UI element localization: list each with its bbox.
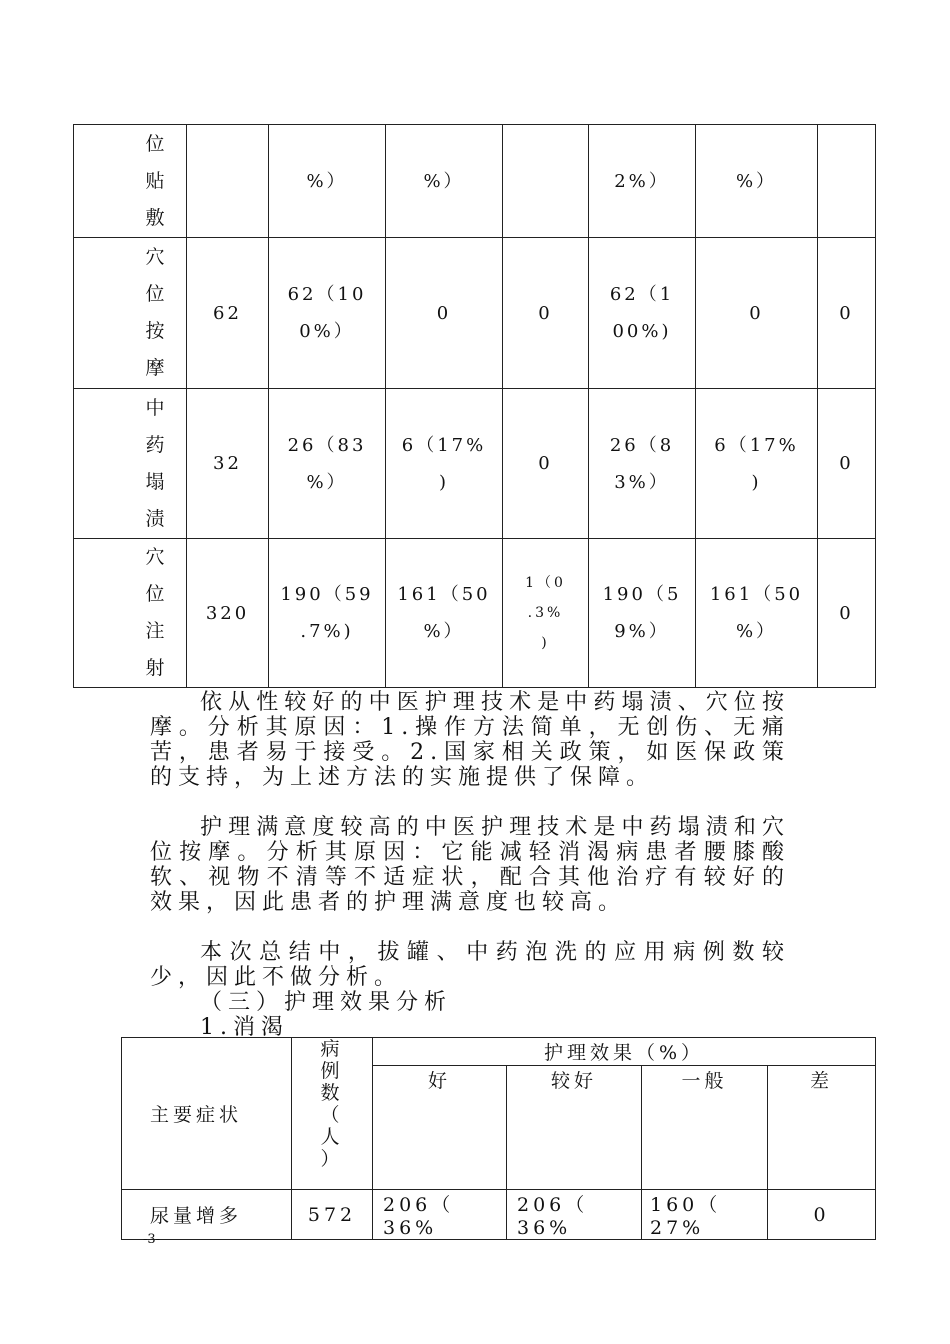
cell-good: 206（ 36% <box>373 1190 507 1240</box>
cell-technique-line: 按 <box>145 320 165 342</box>
cell-technique-line: 射 <box>145 657 165 679</box>
cell-c1-line: 62（10 <box>287 284 367 305</box>
cell-technique-line: 药 <box>145 433 165 456</box>
cell-technique-line: 注 <box>145 620 165 642</box>
cell-c4-line: 62（1 <box>609 284 675 305</box>
cell-normal: 160（ 27% <box>642 1190 768 1240</box>
cell-c5 <box>696 125 818 238</box>
cell-c5-line: ) <box>751 471 762 493</box>
cell-technique-line: 摩 <box>145 357 165 379</box>
cell-c6-line: 0 <box>839 302 854 324</box>
table-row <box>74 389 876 539</box>
cell-c4-line: 2%） <box>614 170 670 192</box>
table-row <box>74 238 876 389</box>
cell-technique-line: 穴 <box>145 246 165 268</box>
cell-c2 <box>386 539 503 688</box>
section-heading: （三）护理效果分析 <box>200 990 453 1015</box>
paragraph-compliance: 依从性较好的中医护理技术是中药塌渍、穴位按摩。分析其原因：1.操作方法简单，无创伤、无痛苦，患者易于接受。2.国家相关政策，如医保政策的支持，为上述方法的实施提供了保障。 <box>150 690 790 790</box>
paragraph-satisfaction: 护理满意度较高的中医护理技术是中药塌渍和穴位按摩。分析其原因：它能减轻消渴病患者腰膝酸软、视物不清等不适症状，配合其他治疗有较好的效果，因此患者的护理满意度也较高。 <box>150 815 790 915</box>
cell-c5-line: %） <box>735 170 778 192</box>
cell-cases <box>187 125 269 238</box>
cell-c1-line: 26（83 <box>287 434 367 456</box>
cell-c6 <box>818 389 876 539</box>
cell-c1 <box>269 125 386 238</box>
cell-c4-line: 00%) <box>612 321 672 342</box>
cell-technique-line: 渍 <box>145 507 165 530</box>
cell-c2 <box>386 238 503 389</box>
cell-c4-line: 190（5 <box>602 584 682 605</box>
header-main-symptom: 主要症状 <box>122 1038 292 1190</box>
cell-technique <box>74 238 187 389</box>
table-row <box>122 1190 876 1240</box>
header-case-count-char: 数 <box>320 1082 344 1104</box>
cell-poor: 0 <box>768 1190 876 1240</box>
table-row <box>74 539 876 688</box>
header-case-count-char: 例 <box>320 1060 344 1082</box>
cell-c4-line: 26（8 <box>609 434 675 456</box>
cell-symptom: 尿量增多 <box>122 1190 292 1240</box>
cell-technique-line: 位 <box>145 583 165 605</box>
cell-c2-line: %） <box>423 170 465 192</box>
cell-c4-line: 3%） <box>614 471 670 493</box>
cell-technique-line: 中 <box>145 396 165 419</box>
cell-c6-line: 0 <box>839 453 854 474</box>
cell-c3-line: 0 <box>538 302 553 324</box>
cell-cases-line: 32 <box>213 453 242 474</box>
cell-cases <box>187 238 269 389</box>
cell-c2-line: 161（50 <box>397 584 491 605</box>
cell-technique-line: 贴 <box>145 169 165 192</box>
cell-c1-line: %） <box>306 170 348 192</box>
header-case-count-char: （ <box>320 1104 344 1126</box>
nursing-effect-table <box>121 1037 876 1240</box>
cell-better: 206（ 36% <box>507 1190 642 1240</box>
nursing-compliance-table <box>73 124 876 688</box>
cell-c5-line: %） <box>735 621 778 642</box>
cell-technique <box>74 539 187 688</box>
cell-c3 <box>503 238 589 389</box>
cell-c6-line: 0 <box>839 602 854 624</box>
cell-c2 <box>386 389 503 539</box>
cell-c1 <box>269 539 386 688</box>
cell-c1 <box>269 389 386 539</box>
page-number: -3- <box>143 1232 161 1247</box>
cell-technique-line: 位 <box>145 283 165 305</box>
cell-technique-line: 塌 <box>145 470 165 493</box>
cell-c1-line: %） <box>306 471 348 493</box>
cell-c3 <box>503 125 589 238</box>
cell-c4 <box>589 125 696 238</box>
cell-c2-line: ) <box>438 471 450 493</box>
cell-technique-line: 敷 <box>145 206 165 229</box>
cell-c1-line: 190（59 <box>280 584 374 605</box>
cell-technique-line: 穴 <box>145 546 165 568</box>
header-case-count <box>292 1038 373 1190</box>
cell-c5 <box>696 238 818 389</box>
cell-c1-line: 0%） <box>299 321 355 342</box>
paragraph-summary: 本次总结中，拔罐、中药泡洗的应用病例数较少，因此不做分析。 <box>150 940 790 990</box>
cell-c5-line: 0 <box>749 302 764 324</box>
cell-c6 <box>818 125 876 238</box>
cell-c5-line: 161（50 <box>709 584 804 605</box>
cell-c4 <box>589 238 696 389</box>
cell-c4 <box>589 389 696 539</box>
cell-c2-line: 6（17% <box>401 434 487 456</box>
cell-c3 <box>503 539 589 688</box>
header-case-count-char: 人 <box>320 1126 344 1148</box>
cell-c2 <box>386 125 503 238</box>
cell-c2-line: 0 <box>436 302 452 324</box>
subsection-heading: 1.消渴 <box>200 1015 289 1040</box>
cell-c3-line: ) <box>541 635 550 651</box>
header-normal: 一般 <box>642 1066 768 1190</box>
cell-cases: 572 <box>292 1190 373 1240</box>
header-case-count-char: ） <box>320 1148 344 1170</box>
cell-c1 <box>269 238 386 389</box>
cell-c1-line: .7%) <box>300 621 354 642</box>
cell-technique-line: 位 <box>145 132 165 155</box>
cell-c3-line: 1（0 <box>525 575 566 591</box>
header-poor: 差 <box>768 1066 876 1190</box>
cell-cases <box>187 389 269 539</box>
cell-c4-line: 9%） <box>614 621 670 642</box>
header-case-count-char: 病 <box>320 1038 344 1060</box>
cell-cases <box>187 539 269 688</box>
header-good: 好 <box>373 1066 507 1190</box>
cell-technique <box>74 389 187 539</box>
cell-technique <box>74 125 187 238</box>
cell-cases-line: 62 <box>213 302 242 324</box>
cell-c5-line: 6（17% <box>714 434 799 456</box>
cell-c6 <box>818 238 876 389</box>
cell-c4 <box>589 539 696 688</box>
cell-c3 <box>503 389 589 539</box>
cell-cases-line: 320 <box>205 602 250 624</box>
cell-c3-line: 0 <box>538 453 553 474</box>
cell-c5 <box>696 389 818 539</box>
cell-c5 <box>696 539 818 688</box>
table-row <box>74 125 876 238</box>
header-better: 较好 <box>507 1066 642 1190</box>
cell-c3-line: .3% <box>527 605 564 621</box>
cell-c2-line: %） <box>423 621 465 642</box>
header-nursing-effect: 护理效果（%） <box>373 1038 876 1066</box>
cell-c6 <box>818 539 876 688</box>
